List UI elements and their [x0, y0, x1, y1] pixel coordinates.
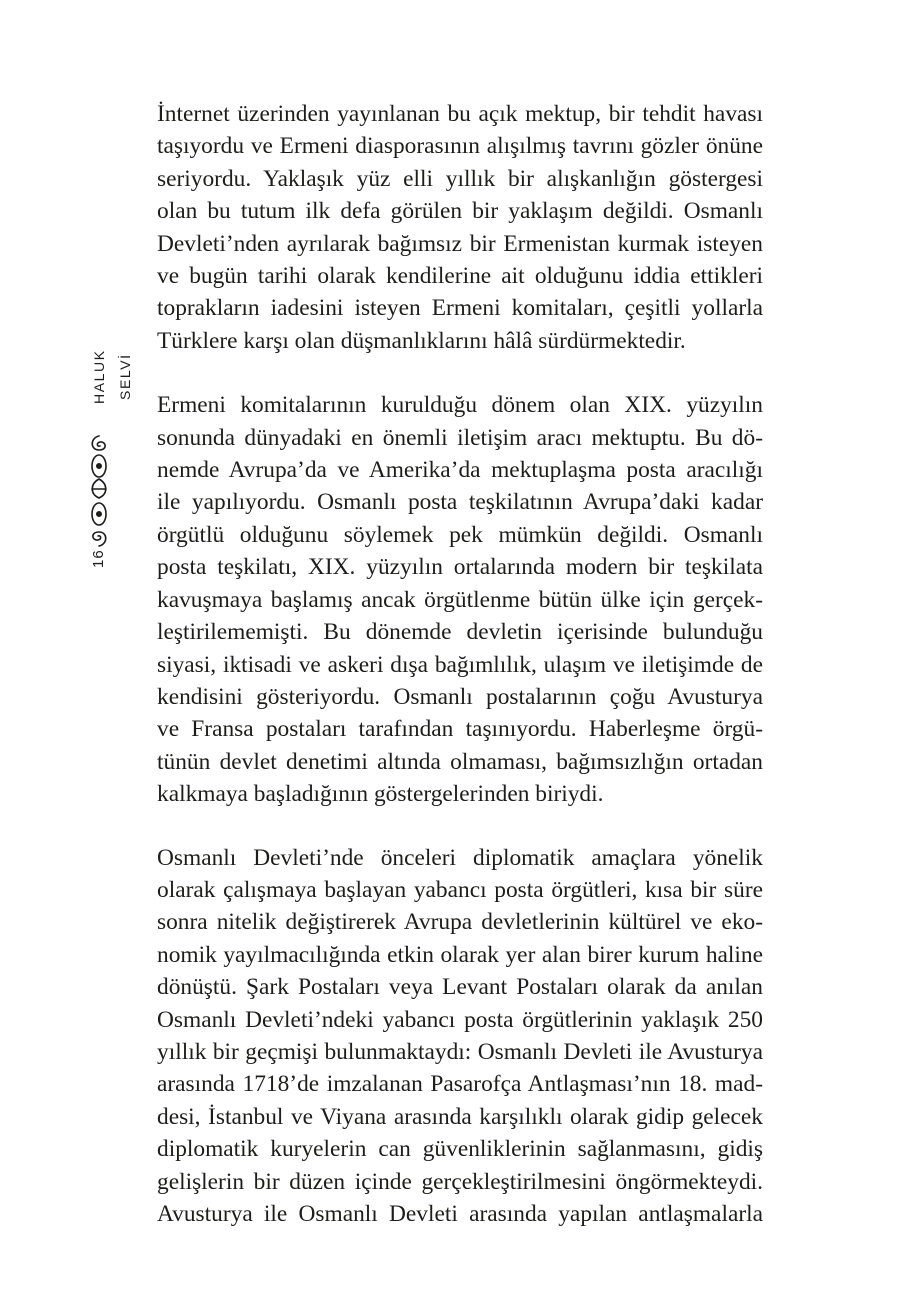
- text-line: ve Fransa postaları tarafından taşınıyordu. Haberleşme örgü-: [157, 716, 763, 743]
- text-line: Avusturya ile Osmanlı Devleti arasında yapılan antlaşmalarla: [157, 1201, 763, 1227]
- author-name: HALUK SELVİ: [91, 349, 133, 405]
- text-line: örgütlü olduğunu söylemek pek mümkün değildi. Osmanlı: [157, 521, 763, 548]
- text-line: Ermeni komitalarının kurulduğu dönem olan XIX. yüzyılın: [157, 392, 763, 419]
- body-text: [157, 98, 763, 1230]
- paragraph-3: [157, 842, 763, 1231]
- text-line: ile yapılıyordu. Osmanlı posta teşkilatının Avrupa’daki kadar: [157, 489, 763, 516]
- text-line: diplomatik kuryelerin can güvenliklerinin sağlanmasını, gidiş: [157, 1136, 763, 1163]
- paragraph-spacer: [157, 811, 763, 842]
- running-head: [86, 330, 133, 570]
- text-line: posta teşkilatı, XIX. yüzyılın ortalarında modern bir teşkilata: [157, 554, 763, 581]
- text-line: Türklere karşı olan düşmanlıklarını hâlâ sürdürmektedir.: [157, 327, 686, 354]
- text-line: desi, İstanbul ve Viyana arasında karşılıklı olarak gidip gelecek: [157, 1103, 763, 1130]
- paragraph-2: [157, 389, 763, 810]
- text-line: olarak çalışmaya başlayan yabancı posta örgütleri, kısa bir süre: [157, 876, 763, 903]
- text-line: Devleti’nden ayrılarak bağımsız bir Ermenistan kurmak isteyen: [157, 230, 763, 257]
- text-line: sonra nitelik değiştirerek Avrupa devletlerinin kültürel ve eko-: [157, 909, 763, 936]
- text-line: siyasi, iktisadi ve askeri dışa bağımlılık, ulaşım ve iletişimde de: [157, 651, 763, 678]
- text-line: seriyordu. Yaklaşık yüz elli yıllık bir alışkanlığın göstergesi: [157, 165, 763, 192]
- text-line: gelişlerin bir düzen içinde gerçekleştirilmesini öngörmekteydi.: [157, 1168, 763, 1195]
- paragraph-spacer: [157, 357, 763, 389]
- text-line: olan bu tutum ilk defa görülen bir yaklaşım değildi. Osmanlı: [157, 198, 763, 225]
- text-line: leştirilememişti. Bu dönemde devletin içerisinde bulunduğu: [157, 619, 763, 646]
- text-line: kalkmaya başladığının göstergelerinden biriydi.: [157, 781, 604, 808]
- text-line: tünün devlet denetimi altında olmaması, bağımsızlığın ortadan: [157, 748, 763, 775]
- text-line: kavuşmaya başlamış ancak örgütlenme bütün ülke için gerçek-: [157, 586, 763, 613]
- page-number: 16: [90, 549, 107, 569]
- text-line: toprakların iadesini isteyen Ermeni komitaları, çeşitli yollarla: [157, 295, 763, 322]
- text-line: taşıyordu ve Ermeni diasporasının alışılmış tavrını gözler önüne: [157, 133, 763, 160]
- text-line: Osmanlı Devleti’ndeki yabancı posta örgütlerinin yaklaşık 250: [157, 1006, 763, 1033]
- text-line: dönüştü. Şark Postaları veya Levant Postaları olarak da anılan: [157, 974, 763, 1001]
- text-line: nomik yayılmacılığında etkin olarak yer alan birer kurum haline: [157, 941, 763, 968]
- text-line: arasında 1718’de imzalanan Pasarofça Antlaşması’nın 18. mad-: [157, 1071, 763, 1098]
- text-line: Osmanlı Devleti’nde önceleri diplomatik amaçlara yönelik: [157, 844, 763, 871]
- text-line: sonunda dünyadaki en önemli iletişim aracı mektuptu. Bu dö-: [157, 424, 763, 451]
- scroll-ornament-icon: [86, 432, 112, 550]
- text-line: nemde Avrupa’da ve Amerika’da mektuplaşma posta aracılığı: [157, 457, 763, 484]
- paragraph-1: [157, 98, 763, 357]
- text-line: İnternet üzerinden yayınlanan bu açık mektup, bir tehdit havası: [157, 101, 763, 127]
- text-line: kendisini gösteriyordu. Osmanlı postalarının çoğu Avusturya: [157, 683, 763, 710]
- text-line: yıllık bir geçmişi bulunmaktaydı: Osmanlı Devleti ile Avusturya: [157, 1038, 763, 1065]
- text-line: ve bugün tarihi olarak kendilerine ait olduğunu iddia ettikleri: [157, 263, 763, 290]
